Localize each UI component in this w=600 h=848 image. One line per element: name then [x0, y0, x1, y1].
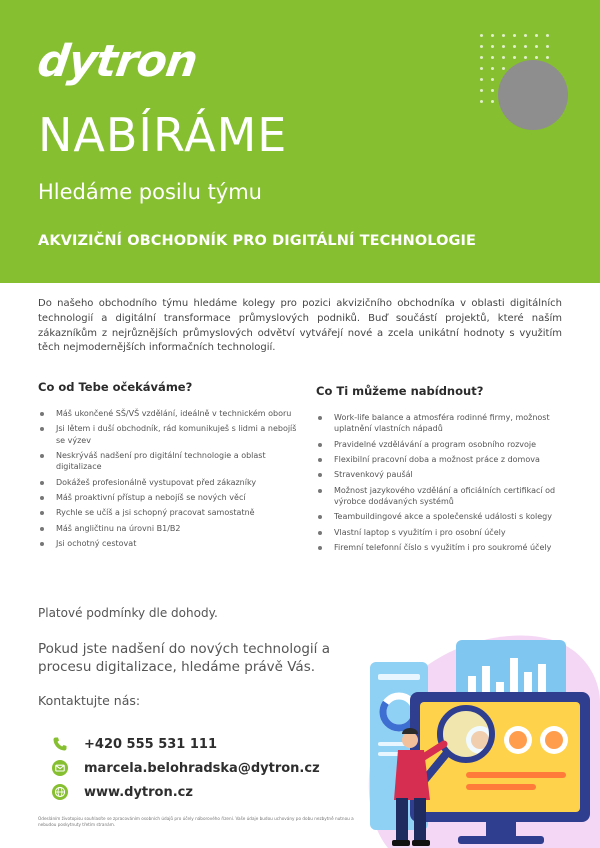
website-url[interactable]: www.dytron.cz [84, 784, 193, 800]
email-icon [52, 760, 68, 776]
list-item: Máš ukončené SŠ/VŠ vzdělání, ideálně v technickém oboru [38, 408, 298, 419]
page-title: NABÍRÁME [38, 108, 288, 162]
decoration-dot [535, 34, 538, 37]
contact-email[interactable] [52, 758, 320, 778]
decoration-dot [480, 45, 483, 48]
contact-label: Kontaktujte nás: [38, 693, 141, 708]
decoration-dot [535, 56, 538, 59]
decoration-dot [502, 45, 505, 48]
decoration-dot [524, 56, 527, 59]
decoration-dot [535, 45, 538, 48]
phone-icon [52, 736, 68, 752]
decoration-dot [480, 89, 483, 92]
decoration-dot [491, 100, 494, 103]
contact-phone[interactable] [52, 734, 217, 754]
list-item: Stravenkový paušál [316, 469, 566, 480]
salary-note: Platové podmínky dle dohody. [38, 606, 218, 620]
list-item: Jsi lětem i duší obchodník, rád komunikuješ s lidmi a nebojíš se výzev [38, 423, 298, 445]
expectations-heading: Co od Tebe očekáváme? [38, 380, 193, 394]
decoration-dot [480, 78, 483, 81]
decoration-dot [491, 67, 494, 70]
job-position-title: AKVIZIČNÍ OBCHODNÍK PRO DIGITÁLNÍ TECHNOLOGIE [38, 233, 477, 249]
header-banner [0, 0, 600, 283]
decoration-dot [546, 45, 549, 48]
list-item: Vlastní laptop s využitím i pro osobní účely [316, 527, 566, 538]
decoration-dot [513, 56, 516, 59]
list-item: Flexibilní pracovní doba a možnost práce z domova [316, 454, 566, 465]
expectations-list [38, 408, 298, 549]
decoration-dot [502, 34, 505, 37]
decoration-dot [480, 100, 483, 103]
list-item: Dokážeš profesionálně vystupovat před zákazníky [38, 477, 298, 488]
decoration-dot [524, 34, 527, 37]
decoration-dot [546, 34, 549, 37]
grey-circle-decoration [498, 60, 568, 130]
decoration-dot [491, 45, 494, 48]
decoration-dot [513, 34, 516, 37]
list-item: Máš angličtinu na úrovni B1/B2 [38, 523, 298, 534]
decoration-dot [480, 34, 483, 37]
decoration-dot [524, 45, 527, 48]
decoration-dot [491, 34, 494, 37]
email-address[interactable]: marcela.belohradska@dytron.cz [84, 760, 320, 776]
decoration-dot [491, 56, 494, 59]
decoration-dot [480, 67, 483, 70]
list-item: Teambuildingové akce a společenské události s kolegy [316, 511, 566, 522]
list-item: Neskrýváš nadšení pro digitální technologie a oblast digitalizace [38, 450, 298, 472]
expectations-section [38, 380, 298, 554]
decoration-dot [513, 45, 516, 48]
offer-section [316, 384, 566, 558]
list-item: Firemní telefonní číslo s využitím i pro soukromé účely [316, 542, 566, 553]
intro-paragraph: Do našeho obchodního týmu hledáme kolegy pro pozici akvizičního obchodníka v oblasti digitálních technologií a digitální transformace průmyslových podniků. Buď součástí projektů, které naším zákazníkům z nejrůznějších průmyslových odvětví vytvářejí nové a zcela unikátní hodnoty s využitím těch nejmodernějších informačních technologií. [38, 298, 562, 354]
list-item: Jsi ochotný cestovat [38, 538, 298, 549]
offer-list [316, 412, 566, 553]
offer-heading: Co Ti můžeme nabídnout? [316, 384, 484, 398]
decoration-dot [502, 56, 505, 59]
page-subtitle: Hledáme posilu týmu [38, 180, 262, 204]
decoration-dot [502, 67, 505, 70]
list-item: Možnost jazykového vzdělání a oficiálních certifikací od výrobce dodávaných systémů [316, 485, 566, 507]
decoration-dot [546, 56, 549, 59]
list-item: Pravidelné vzdělávání a program osobního rozvoje [316, 439, 566, 450]
phone-number[interactable]: +420 555 531 111 [84, 736, 218, 752]
dytron-logo: dytron [34, 36, 201, 87]
decoration-dot [491, 78, 494, 81]
footnote: Odesláním životopisu souhlasíte se zpracováním osobních údajů pro účely náborového řízení. Vaše údaje budou uchovány po dobu nezbytně nutnou a nebudou poskytnuty třetím stranám. [38, 816, 354, 827]
contact-web[interactable] [52, 782, 193, 802]
list-item: Rychle se učíš a jsi schopný pracovat samostatně [38, 507, 298, 518]
decoration-dot [480, 56, 483, 59]
digital-dashboard-illustration [348, 612, 600, 848]
list-item: Máš proaktivní přístup a nebojíš se nových věcí [38, 492, 298, 503]
list-item: Work-life balance a atmosféra rodinné firmy, možnost uplatnění vlastních nápadů [316, 412, 566, 434]
call-to-action: Pokud jste nadšení do nových technologií a procesu digitalizace, hledáme právě Vás. [38, 641, 330, 675]
decoration-dot [491, 89, 494, 92]
web-icon [52, 784, 68, 800]
